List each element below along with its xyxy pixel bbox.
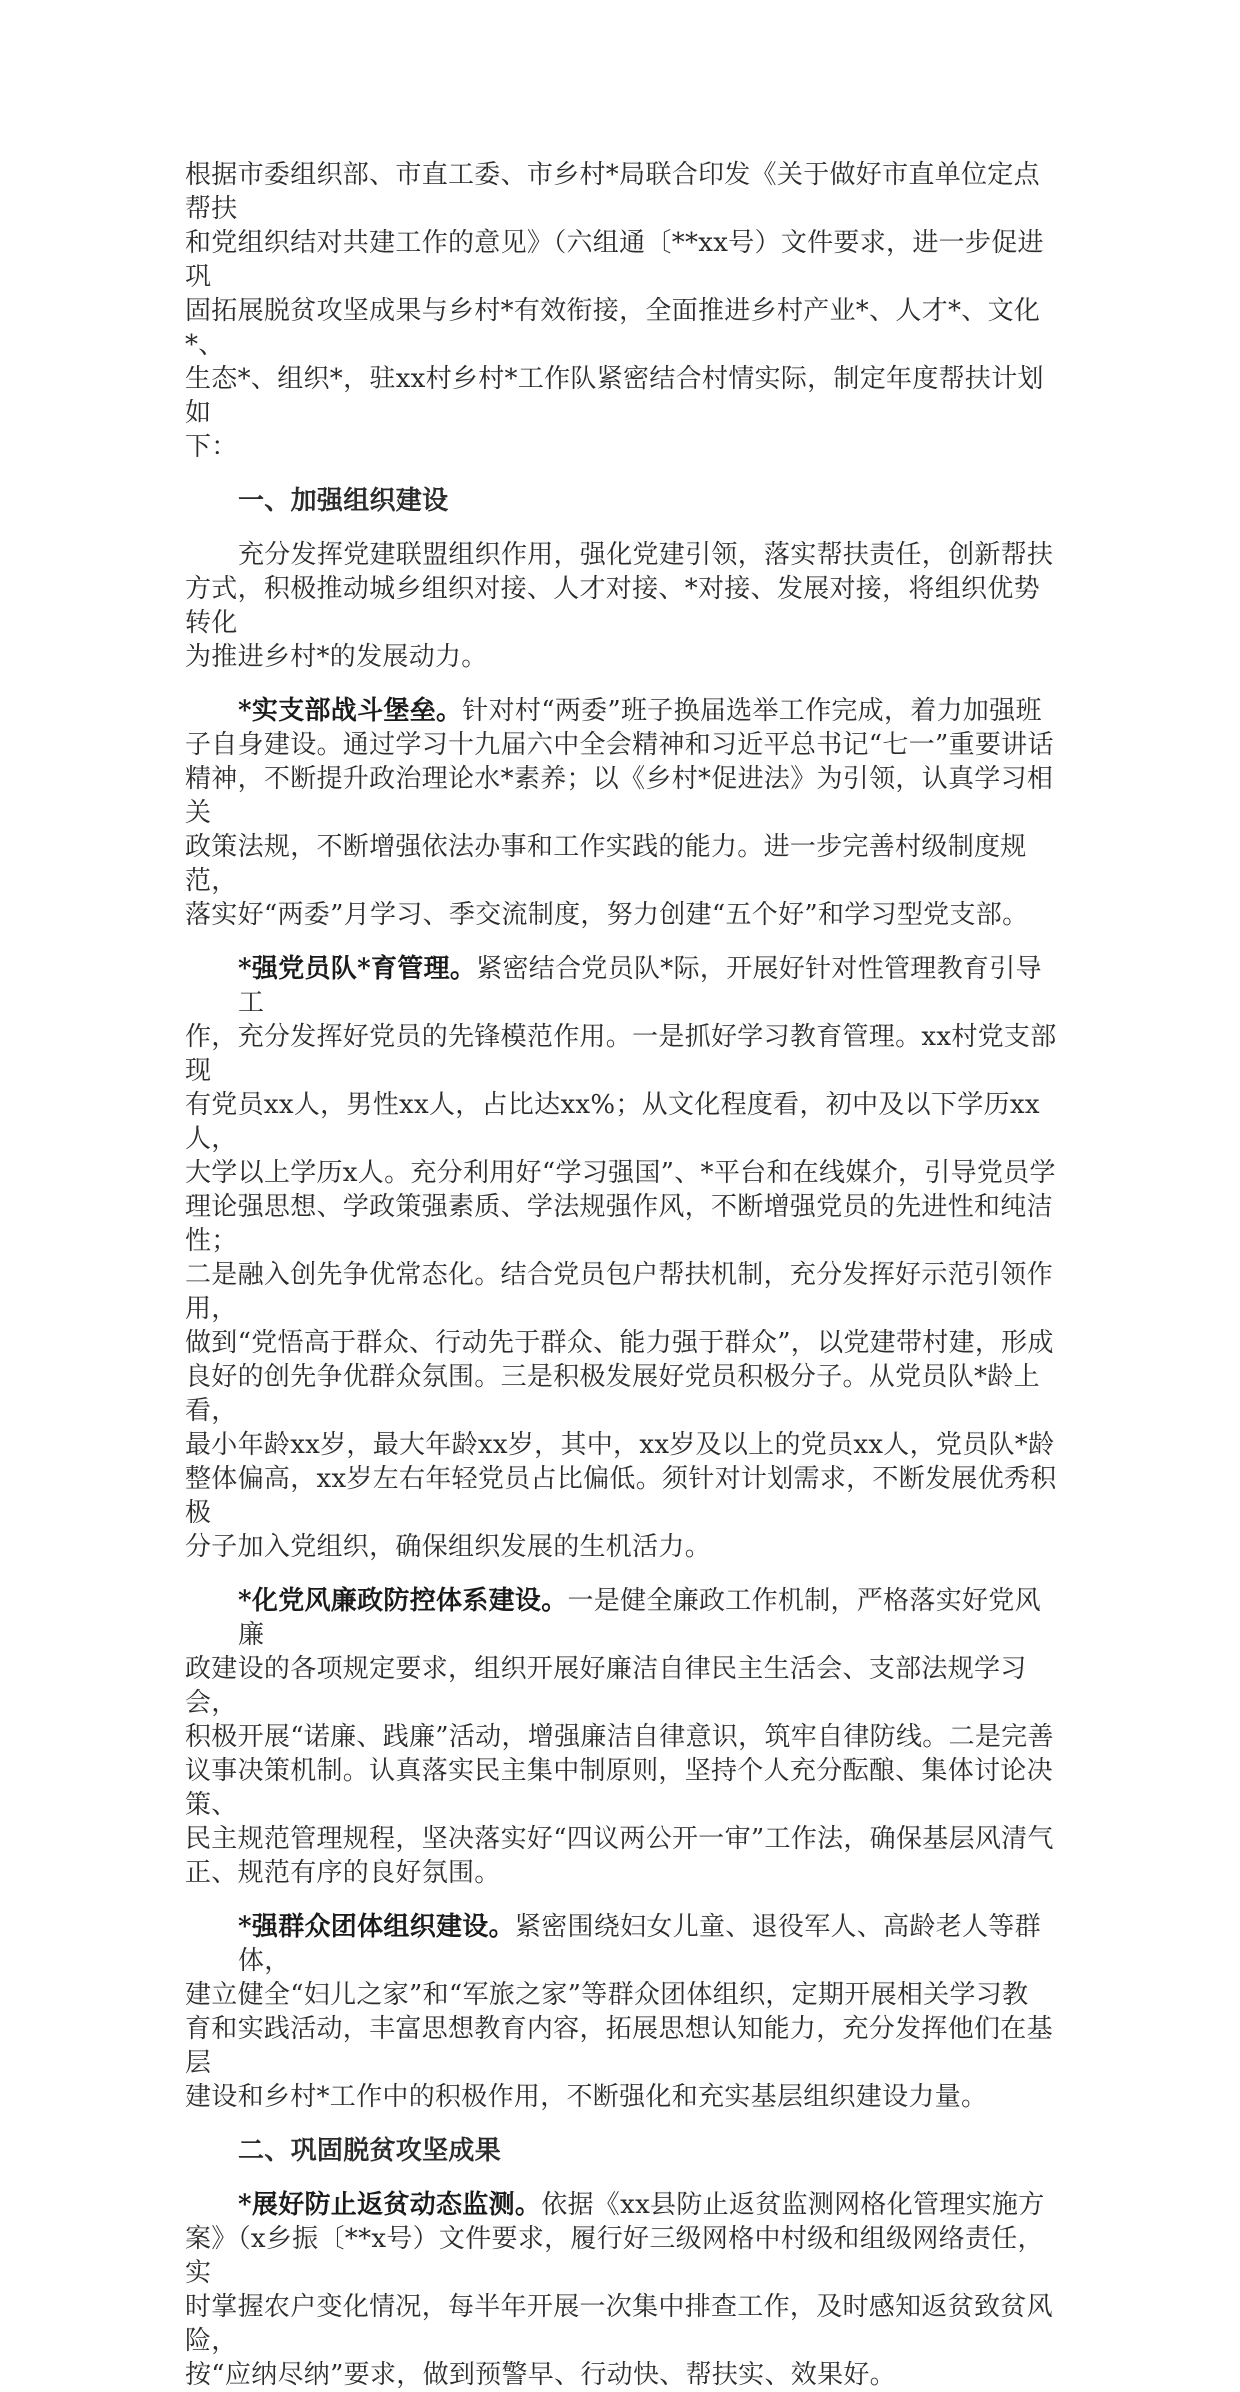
heading-text: 一、加强组织建设 — [238, 486, 449, 516]
text-line: 大学以上学历x人。充分利用好“学习强国”、*平台和在线媒介，引导党员学 — [185, 1158, 1056, 1188]
text-line: 子自身建设。通过学习十九届六中全会精神和习近平总书记“七一”重要讲话 — [185, 730, 1054, 760]
paragraph-first-text: 一是健全廉政工作机制，严格落实好党风廉 — [238, 1586, 1041, 1650]
text-line: 为推进乡村*的发展动力。 — [185, 642, 488, 672]
text-line: 理论强思想、学政策强素质、学法规强作风，不断增强党员的先进性和纯洁性； — [185, 1192, 1053, 1256]
text-line: 正、规范有序的良好氛围。 — [185, 1858, 501, 1888]
text-line: 落实好“两委”月学习、季交流制度，努力创建“五个好”和学习型党支部。 — [185, 900, 1029, 930]
text-line: 按“应纳尽纳”要求，做到预警早、行动快、帮扶实、效果好。 — [185, 2360, 896, 2390]
text-line: 有党员xx人，男性xx人，占比达xx%；从文化程度看，初中及以下学历xx人， — [185, 1090, 1040, 1154]
intro-paragraph — [185, 158, 1065, 464]
text-line: 精神，不断提升政治理论水*素养；以《乡村*促进法》为引领，认真学习相关 — [185, 764, 1054, 828]
text-line: 充分发挥党建联盟组织作用，强化党建引领，落实帮扶责任，创新帮扶 — [238, 540, 1054, 570]
text-line: 固拓展脱贫攻坚成果与乡村*有效衔接，全面推进乡村产业*、人才*、文化*、 — [185, 296, 1041, 360]
text-line: 方式，积极推动城乡组织对接、人才对接、*对接、发展对接，将组织优势转化 — [185, 574, 1040, 638]
text-line: 生态*、组织*，驻xx村乡村*工作队紧密结合村情实际，制定年度帮扶计划如 — [185, 364, 1044, 428]
section-2-paragraph-1 — [185, 2188, 1065, 2392]
text-line — [185, 1910, 1065, 1978]
paragraph-lead: *强党员队*育管理。 — [238, 954, 477, 984]
text-line: 和党组织结对共建工作的意见》（六组通〔**xx号）文件要求，进一步促进巩 — [185, 228, 1044, 292]
section-1-paragraph-5 — [185, 1910, 1065, 2114]
paragraph-first-text: 紧密围绕妇女儿童、退役军人、高龄老人等群体， — [238, 1912, 1041, 1976]
text-line: 建立健全“妇儿之家”和“军旅之家”等群众团体组织，定期开展相关学习教 — [185, 1980, 1029, 2010]
text-line: 良好的创先争优群众氛围。三是积极发展好党员积极分子。从党员队*龄上看， — [185, 1362, 1040, 1426]
section-2-heading — [185, 2134, 1065, 2168]
text-line: 案》（x乡振〔**x号）文件要求，履行好三级网格中村级和组级网络责任，实 — [185, 2224, 1044, 2288]
text-line: 二是融入创先争优常态化。结合党员包户帮扶机制，充分发挥好示范引领作用， — [185, 1260, 1053, 1324]
text-line: 整体偏高，xx岁左右年轻党员占比偏低。须针对计划需求，不断发展优秀积极 — [185, 1464, 1057, 1528]
text-line: 做到“党悟高于群众、行动先于群众、能力强于群众”，以党建带村建，形成 — [185, 1328, 1054, 1358]
section-1-paragraph-4 — [185, 1584, 1065, 1890]
text-line: 建设和乡村*工作中的积极作用，不断强化和充实基层组织建设力量。 — [185, 2082, 988, 2112]
paragraph-first-text: 针对村“两委”班子换届选举工作完成，着力加强班 — [462, 696, 1042, 726]
text-line: 作，充分发挥好党员的先锋模范作用。一是抓好学习教育管理。xx村党支部现 — [185, 1022, 1057, 1086]
paragraph-first-text: 依据《xx县防止返贫监测网格化管理实施方 — [541, 2190, 1045, 2220]
section-1-paragraph-1 — [185, 538, 1065, 674]
text-line — [185, 694, 1065, 728]
document-page — [185, 158, 1065, 2392]
text-line: 最小年龄xx岁，最大年龄xx岁，其中，xx岁及以上的党员xx人，党员队*龄 — [185, 1430, 1055, 1460]
text-line: 积极开展“诺廉、践廉”活动，增强廉洁自律意识，筑牢自律防线。二是完善 — [185, 1722, 1054, 1752]
paragraph-lead: *强群众团体组织建设。 — [238, 1912, 515, 1942]
text-line: 议事决策机制。认真落实民主集中制原则，坚持个人充分酝酿、集体讨论决策、 — [185, 1756, 1053, 1820]
text-line: 根据市委组织部、市直工委、市乡村*局联合印发《关于做好市直单位定点帮扶 — [185, 160, 1040, 224]
paragraph-first-text: 紧密结合党员队*际，开展好针对性管理教育引导工 — [238, 954, 1042, 1018]
text-line — [185, 1584, 1065, 1652]
heading-text: 二、巩固脱贫攻坚成果 — [238, 2136, 502, 2166]
text-line: 政建设的各项规定要求，组织开展好廉洁自律民主生活会、支部法规学习会， — [185, 1654, 1027, 1718]
text-line: 政策法规，不断增强依法办事和工作实践的能力。进一步完善村级制度规范， — [185, 832, 1027, 896]
text-line: 下： — [185, 432, 238, 462]
paragraph-lead: *实支部战斗堡垒。 — [238, 696, 463, 726]
text-line — [185, 952, 1065, 1020]
paragraph-lead: *展好防止返贫动态监测。 — [238, 2190, 542, 2220]
section-1-heading — [185, 484, 1065, 518]
text-line: 育和实践活动，丰富思想教育内容，拓展思想认知能力，充分发挥他们在基层 — [185, 2014, 1053, 2078]
paragraph-lead: *化党风廉政防控体系建设。 — [238, 1586, 568, 1616]
text-line — [185, 2188, 1065, 2222]
text-line: 时掌握农户变化情况，每半年开展一次集中排查工作，及时感知返贫致贫风险， — [185, 2292, 1053, 2356]
text-line: 民主规范管理规程，坚决落实好“四议两公开一审”工作法，确保基层风清气 — [185, 1824, 1054, 1854]
section-1-paragraph-3 — [185, 952, 1065, 1564]
section-1-paragraph-2 — [185, 694, 1065, 932]
text-line: 分子加入党组织，确保组织发展的生机活力。 — [185, 1532, 712, 1562]
